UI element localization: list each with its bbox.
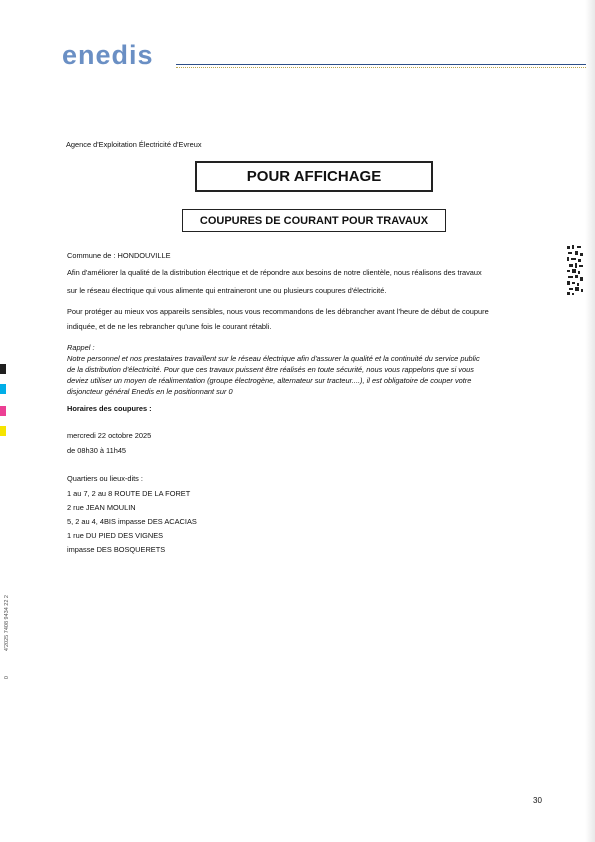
enedis-logo: enedis: [62, 40, 154, 70]
cyan-mark: [0, 384, 6, 394]
rappel-line-3: deviez utiliser un moyen de réalimentation (groupe électrogène, alternateur sur tracteur....), il est obligatoire de couper votre: [67, 376, 472, 385]
outage-time: de 08h30 à 11h45: [67, 446, 127, 455]
agency-name: Agence d'Exploitation Électricité d'Evreux: [66, 140, 202, 149]
protect-line-1: Pour protéger au mieux vos appareils sensibles, nous vous recommandons de les débrancher avant l'heure de début de coupure: [67, 307, 489, 316]
page-number: 30: [533, 796, 542, 805]
magenta-mark: [0, 406, 6, 416]
commune-line: Commune de : HONDOUVILLE: [67, 251, 171, 260]
quartier-item: 5, 2 au 4, 4BIS impasse DES ACACIAS: [67, 517, 197, 526]
rappel-line-1: Notre personnel et nos prestataires travaillent sur le réseau électrique afin d'assurer la qualité et la continuité du service public: [67, 354, 480, 363]
side-print-code: 4'2025 7408 9434 22 2: [4, 595, 10, 652]
side-print-code-2: 0: [4, 676, 10, 680]
header-rule: [176, 64, 586, 65]
coupures-title-box: COUPURES DE COURANT POUR TRAVAUX: [182, 209, 446, 232]
quartier-item: impasse DES BOSQUERETS: [67, 545, 166, 554]
yellow-mark: [0, 426, 6, 436]
header-rule-dotted: [176, 67, 586, 68]
intro-line-1: Afin d'améliorer la qualité de la distribution électrique et de répondre aux besoins de notre clientèle, nous réalisons des travaux: [67, 268, 482, 277]
outage-date: mercredi 22 octobre 2025: [67, 431, 152, 440]
horaires-label: Horaires des coupures :: [67, 404, 152, 413]
black-mark: [0, 364, 6, 374]
quartier-item: 1 rue DU PIED DES VIGNES: [67, 531, 164, 540]
quartier-item: 2 rue JEAN MOULIN: [67, 503, 136, 512]
scan-edge: [585, 0, 595, 842]
rappel-label: Rappel :: [67, 343, 95, 352]
datamatrix-code-icon: [566, 244, 584, 296]
quartier-item: 1 au 7, 2 au 8 ROUTE DE LA FORET: [67, 489, 191, 498]
pour-affichage-box: POUR AFFICHAGE: [195, 161, 433, 192]
protect-line-2: indiquée, et de ne les rebrancher qu'une fois le courant rétabli.: [67, 322, 272, 331]
quartiers-label: Quartiers ou lieux-dits :: [67, 474, 143, 483]
rappel-line-4: disjoncteur général Enedis en le positionnant sur 0: [67, 387, 233, 396]
intro-line-2: sur le réseau électrique qui vous alimente qui entraineront une ou plusieurs coupures d'électricité.: [67, 286, 387, 295]
rappel-line-2: de la distribution d'électricité. Pour que ces travaux puissent être réalisés en toute sécurité, nous vous rappelons que si vous: [67, 365, 474, 374]
